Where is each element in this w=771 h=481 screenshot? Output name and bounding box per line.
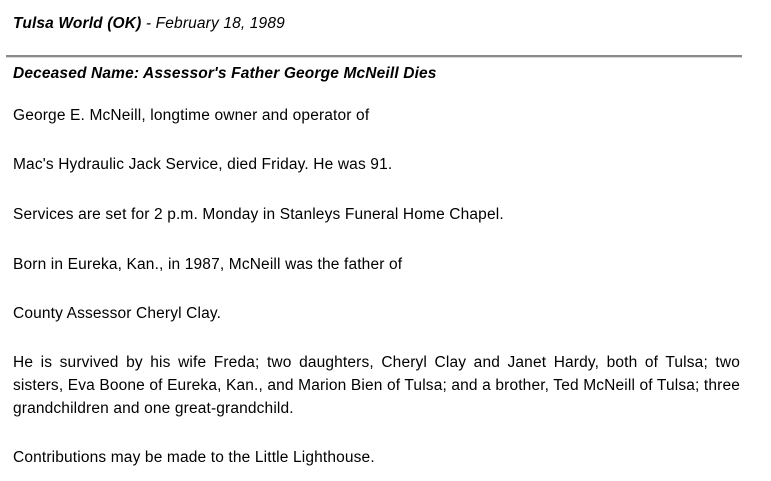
horizontal-divider [6, 55, 742, 58]
source-line [13, 15, 285, 33]
publication-name: Tulsa World (OK) [13, 15, 142, 32]
publication-date: February 18, 1989 [155, 15, 285, 32]
source-separator: - [141, 15, 156, 32]
headline: Deceased Name: Assessor's Father George McNeill Dies [13, 65, 437, 82]
paragraph-7: Contributions may be made to the Little Lighthouse. [13, 449, 375, 466]
paragraph-2: Mac's Hydraulic Jack Service, died Friday. He was 91. [13, 156, 393, 173]
paragraph-5: County Assessor Cheryl Clay. [13, 305, 222, 322]
paragraph-4: Born in Eureka, Kan., in 1987, McNeill was the father of [13, 256, 403, 273]
paragraph-3: Services are set for 2 p.m. Monday in Stanleys Funeral Home Chapel. [13, 206, 504, 223]
paragraph-6: He is survived by his wife Freda; two daughters, Cheryl Clay and Janet Hardy, both of Tulsa; two sisters, Eva Boone of Eureka, Kan., and Marion Bien of Tulsa; and a brother, Ted McNeill of Tulsa; three grandchildren and one great-grandchild. [13, 354, 740, 417]
paragraph-1: George E. McNeill, longtime owner and operator of [13, 107, 370, 124]
